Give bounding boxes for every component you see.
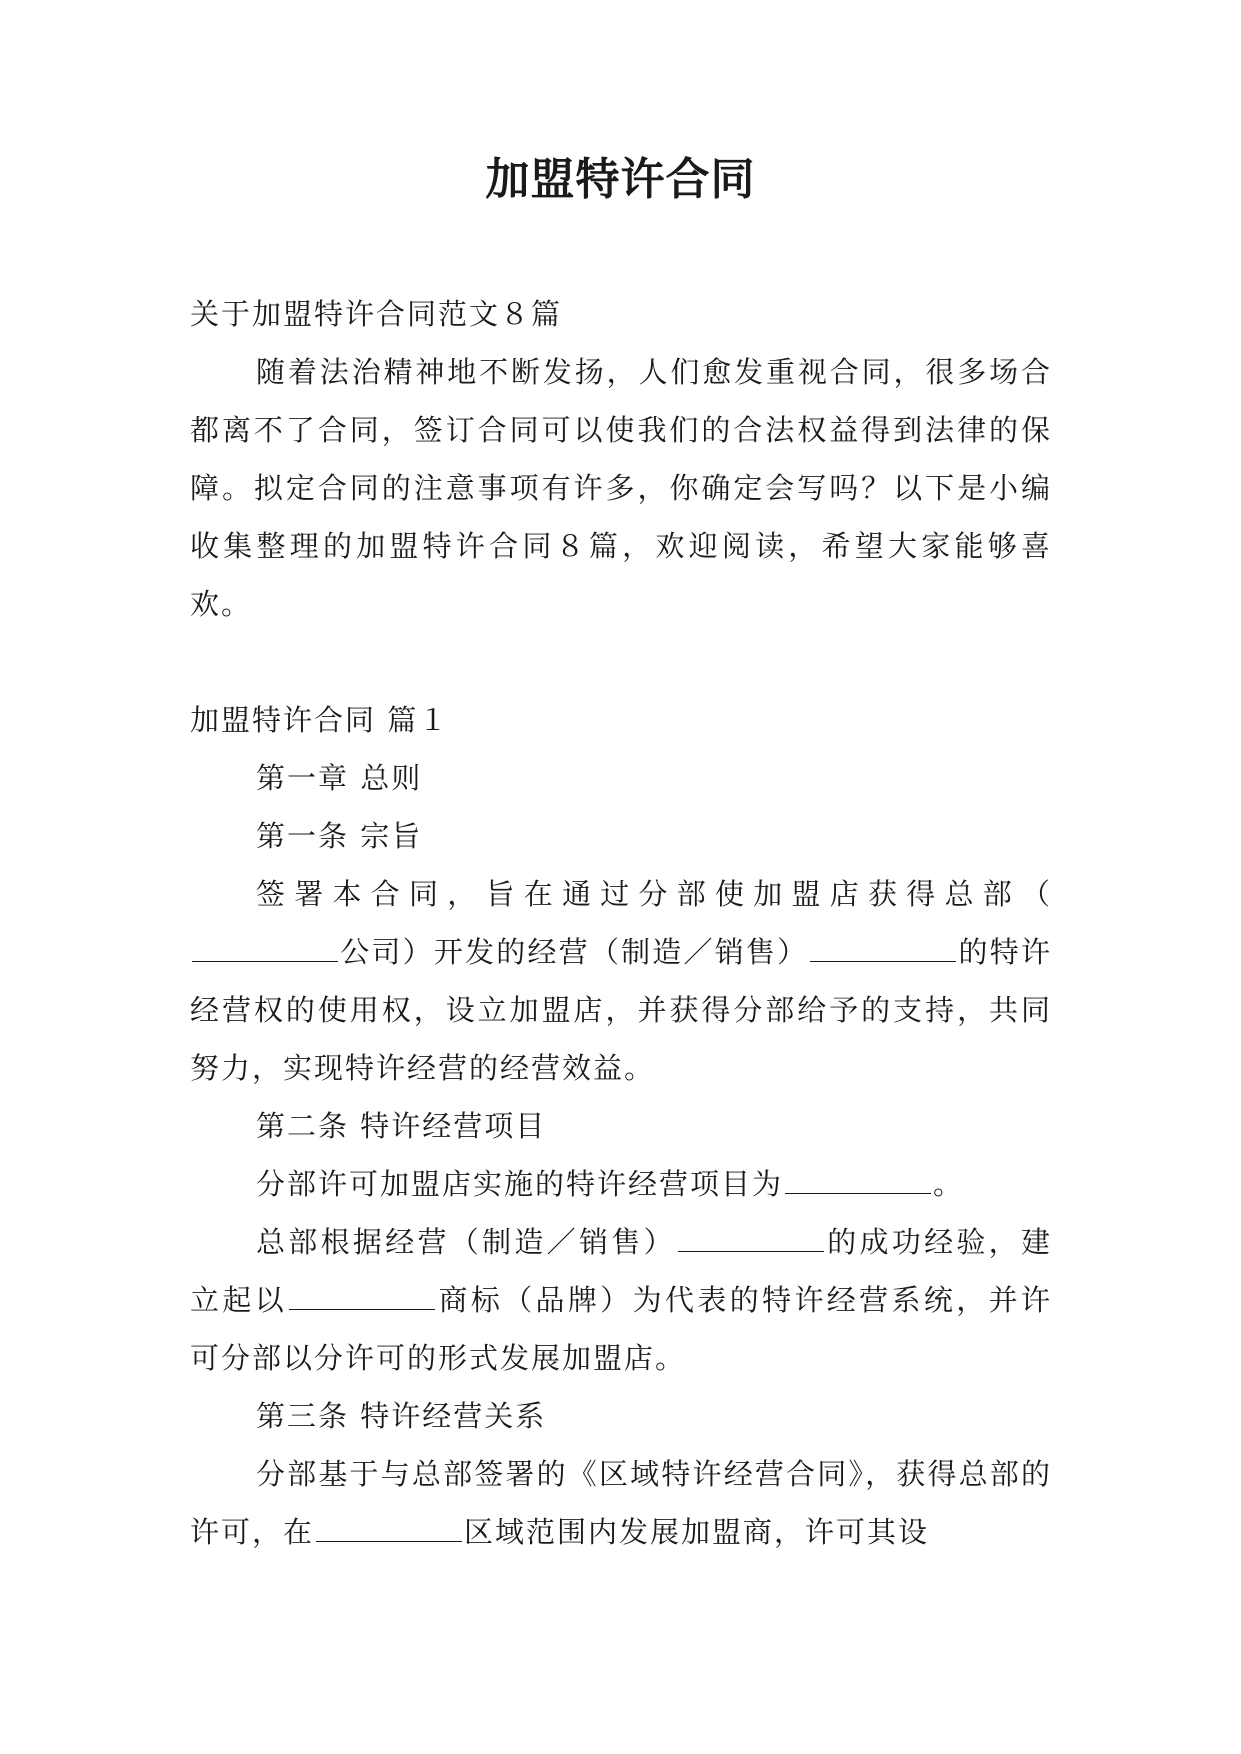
article2-p2-text-3: 商标（品牌）为代表的特许经营系统，并许可分部以分许可的形式发展加盟店。 (190, 1283, 1052, 1375)
article3-p1-text-2: 区域范围内发展加盟商，许可其设 (464, 1515, 930, 1549)
fill-blank (192, 935, 338, 962)
article2-paragraph-2 (190, 1213, 1052, 1387)
article3-p1-text-1: 分部基于与总部签署的《区域特许经营合同》，获得总部的许可，在 (190, 1457, 1052, 1549)
article1-text-3: 的特许经营权的使用权，设立加盟店，并获得分部给予的支持，共同努力，实现特许经营的经营效益。 (190, 935, 1052, 1085)
chapter-heading: 第一章 总则 (256, 761, 423, 795)
fill-blank (316, 1515, 462, 1542)
article2-p2-text-2: 的成功经验，建立起以 (190, 1225, 1052, 1317)
article2-p1-text-2: 。 (933, 1167, 965, 1201)
article2-paragraph-1 (190, 1155, 1052, 1213)
fill-blank (785, 1167, 931, 1194)
fill-blank (810, 935, 956, 962)
article1-text-2: 公司）开发的经营（制造／销售） (340, 935, 809, 969)
article3-heading: 第三条 特许经营关系 (256, 1399, 547, 1433)
article2-heading: 第二条 特许经营项目 (256, 1109, 547, 1143)
fill-blank (289, 1283, 435, 1310)
article1-text-1: 签署本合同，旨在通过分部使加盟店获得总部（ (256, 877, 1052, 911)
fill-blank (678, 1225, 824, 1252)
intro-paragraph: 随着法治精神地不断发扬，人们愈发重视合同，很多场合都离不了合同，签订合同可以使我们的合法权益得到法律的保障。拟定合同的注意事项有许多，你确定会写吗？以下是小编收集整理的加盟特许合同８篇，欢迎阅读，希望大家能够喜欢。 (190, 355, 1052, 621)
document-body (190, 285, 1052, 1561)
intro-heading: 关于加盟特许合同范文８篇 (190, 297, 563, 331)
article2-p1-text-1: 分部许可加盟店实施的特许经营项目为 (256, 1167, 784, 1201)
article2-p2-text-1: 总部根据经营（制造／销售） (256, 1225, 676, 1259)
section-heading: 加盟特许合同 篇１ (190, 703, 450, 737)
article3-paragraph-1 (190, 1445, 1052, 1561)
article1-paragraph (190, 865, 1052, 1097)
article1-heading: 第一条 宗旨 (256, 819, 423, 853)
document-title: 加盟特许合同 (485, 154, 756, 205)
